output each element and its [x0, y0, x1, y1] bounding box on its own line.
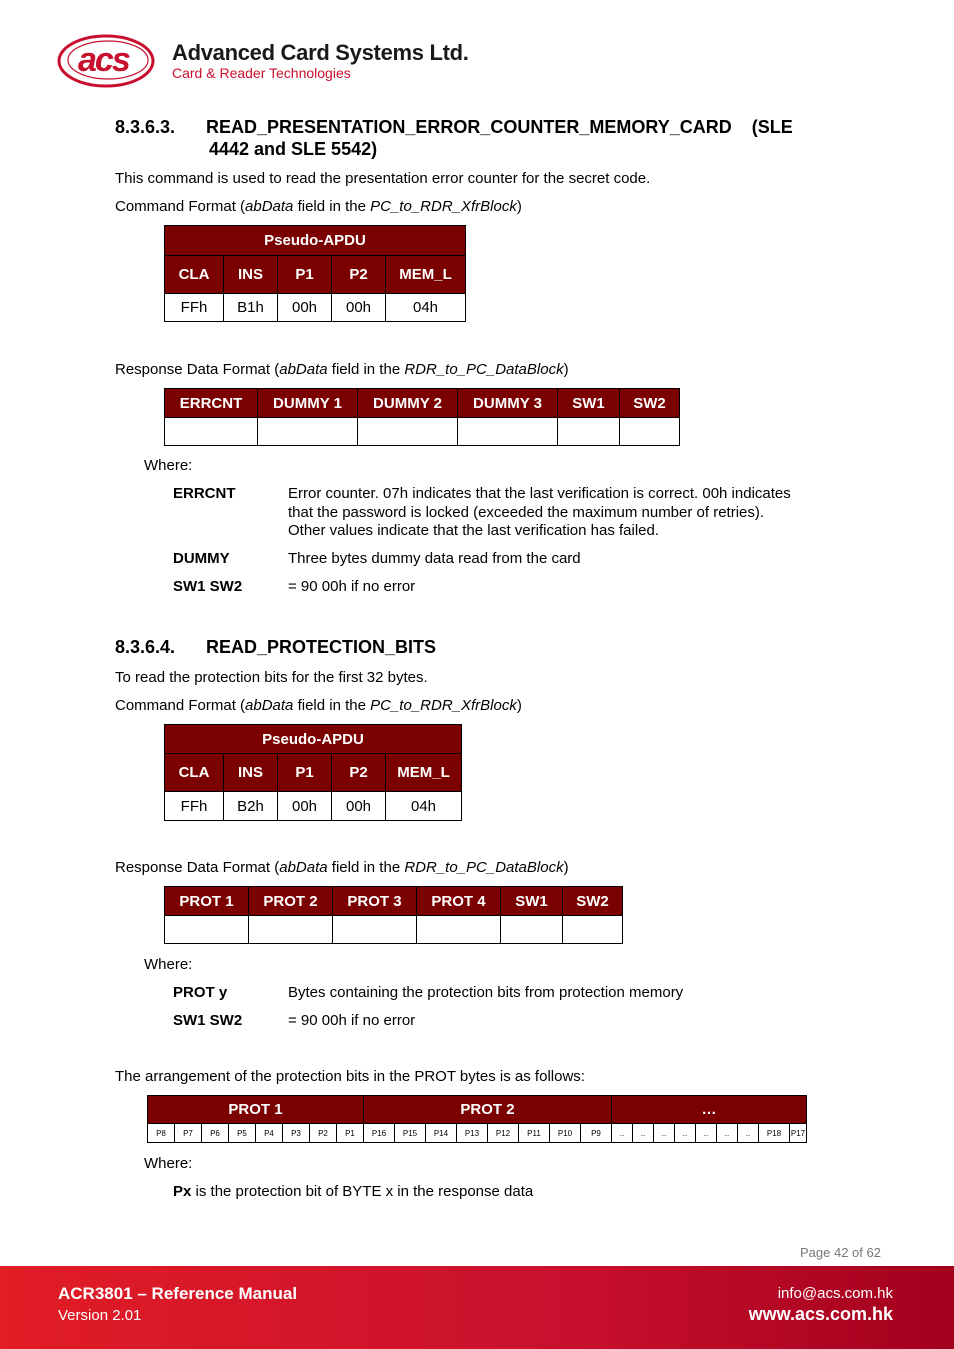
footer-email[interactable]: info@acs.com.hk — [777, 1285, 893, 1302]
bits-header: PROT 2 — [364, 1096, 612, 1124]
response-header: ERRCNT — [165, 389, 258, 418]
apdu-header: MEM_L — [386, 256, 466, 294]
definition-term: ERRCNT — [173, 485, 236, 502]
response-cell — [620, 418, 680, 446]
definition-term: DUMMY — [173, 550, 230, 567]
apdu-header: CLA — [165, 256, 224, 294]
response-format-caption — [115, 361, 569, 378]
caption-text: field in the — [293, 697, 371, 714]
response-cell — [165, 916, 249, 944]
bit-cell: P16 — [364, 1124, 395, 1143]
bit-cell: P9 — [581, 1124, 612, 1143]
response-header: SW1 — [558, 389, 620, 418]
response-header: SW2 — [620, 389, 680, 418]
response-table — [164, 388, 680, 446]
bit-cell: P2 — [310, 1124, 337, 1143]
caption-text: field in the — [327, 361, 405, 378]
section-number: 8.3.6.4. — [115, 637, 176, 657]
bit-cell: .. — [675, 1124, 696, 1143]
response-cell — [458, 418, 558, 446]
definition-text: Error counter. 07h indicates that the last verification is correct. 00h indicates — [288, 485, 791, 502]
apdu-value: 04h — [386, 294, 466, 322]
caption-text: field in the — [293, 198, 371, 215]
caption-text: field in the — [327, 859, 405, 876]
bit-cell: P3 — [283, 1124, 310, 1143]
caption-block: PC_to_RDR_XfrBlock — [370, 697, 517, 714]
response-header: PROT 3 — [333, 887, 417, 916]
command-format-caption — [115, 198, 522, 215]
definition-text: Bytes containing the protection bits from protection memory — [288, 984, 684, 1001]
response-cell — [333, 916, 417, 944]
bit-cell: P14 — [426, 1124, 457, 1143]
response-format-caption — [115, 859, 569, 876]
response-header: DUMMY 1 — [258, 389, 358, 418]
response-cell — [249, 916, 333, 944]
apdu-value: FFh — [165, 792, 224, 821]
bit-cell: .. — [654, 1124, 675, 1143]
caption-text: Command Format ( — [115, 198, 246, 215]
arrangement-text: The arrangement of the protection bits in the PROT bytes is as follows: — [115, 1068, 585, 1085]
caption-text: Response Data Format ( — [115, 361, 280, 378]
where-label: Where: — [144, 457, 193, 474]
header — [0, 0, 954, 100]
footer-website[interactable]: www.acs.com.hk — [748, 1304, 893, 1324]
response-cell — [558, 418, 620, 446]
section-title-cont: 4442 and SLE 5542) — [209, 139, 378, 159]
page-number: Page 42 of 62 — [800, 1245, 881, 1260]
bit-cell: P18 — [759, 1124, 790, 1143]
caption-text: ) — [516, 198, 522, 215]
section-intro: To read the protection bits for the first 32 bytes. — [115, 669, 428, 686]
apdu-header: P1 — [278, 256, 332, 294]
response-header: DUMMY 3 — [458, 389, 558, 418]
caption-block: PC_to_RDR_XfrBlock — [370, 198, 517, 215]
bits-row — [148, 1124, 807, 1143]
bit-cell: P17 — [790, 1124, 807, 1143]
apdu-table — [164, 225, 466, 322]
response-header: SW1 — [501, 887, 563, 916]
response-cell — [165, 418, 258, 446]
bit-cell: .. — [633, 1124, 654, 1143]
bit-cell: P1 — [337, 1124, 364, 1143]
definition-text: = 90 00h if no error — [288, 1012, 416, 1029]
apdu-header: INS — [224, 256, 278, 294]
response-header: PROT 4 — [417, 887, 501, 916]
definition-text: Other values indicate that the last verification has failed. — [288, 522, 660, 539]
apdu-header: P1 — [278, 754, 332, 792]
bit-cell: .. — [738, 1124, 759, 1143]
bit-cell: P11 — [519, 1124, 550, 1143]
apdu-title: Pseudo-APDU — [165, 226, 466, 256]
response-cell — [258, 418, 358, 446]
response-table — [164, 886, 623, 944]
response-header: DUMMY 2 — [358, 389, 458, 418]
apdu-value: FFh — [165, 294, 224, 322]
definition-text: = 90 00h if no error — [288, 578, 416, 595]
caption-text: Response Data Format ( — [115, 859, 280, 876]
response-cell — [563, 916, 623, 944]
apdu-header: P2 — [332, 754, 386, 792]
footer-title: ACR3801 – Reference Manual — [58, 1284, 298, 1303]
section-intro: This command is used to read the presentation error counter for the secret code. — [115, 170, 651, 187]
response-cell — [417, 916, 501, 944]
bit-cell: P15 — [395, 1124, 426, 1143]
caption-text: Command Format ( — [115, 697, 246, 714]
bit-cell: .. — [717, 1124, 738, 1143]
caption-block: RDR_to_PC_DataBlock — [404, 859, 564, 876]
section-title: READ_PRESENTATION_ERROR_COUNTER_MEMORY_CARD (SLE — [206, 117, 793, 137]
section-title: READ_PROTECTION_BITS — [206, 637, 437, 657]
apdu-title: Pseudo-APDU — [165, 725, 462, 754]
where-label: Where: — [144, 1155, 193, 1172]
apdu-value: 04h — [386, 792, 462, 821]
response-header: PROT 1 — [165, 887, 249, 916]
response-header: PROT 2 — [249, 887, 333, 916]
apdu-value: 00h — [332, 792, 386, 821]
response-header: SW2 — [563, 887, 623, 916]
command-format-caption — [115, 697, 522, 714]
bit-cell: .. — [612, 1124, 633, 1143]
apdu-header: INS — [224, 754, 278, 792]
apdu-value: B1h — [224, 294, 278, 322]
definition-text: that the password is locked (exceeded the maximum number of retries). — [288, 504, 765, 521]
footer-bar — [0, 1266, 954, 1349]
caption-field: abData — [279, 361, 328, 378]
section-number: 8.3.6.3. — [115, 117, 176, 137]
px-definition — [173, 1183, 533, 1200]
protection-bits-table — [147, 1095, 807, 1143]
apdu-value: B2h — [224, 792, 278, 821]
company-name: Advanced Card Systems Ltd. — [172, 40, 469, 65]
bit-cell: P13 — [457, 1124, 488, 1143]
apdu-header: P2 — [332, 256, 386, 294]
definition-text: Three bytes dummy data read from the card — [288, 550, 581, 567]
apdu-value: 00h — [332, 294, 386, 322]
apdu-table — [164, 724, 462, 821]
caption-field: abData — [245, 198, 294, 215]
caption-text: ) — [563, 859, 569, 876]
bit-cell: P5 — [229, 1124, 256, 1143]
apdu-value: 00h — [278, 792, 332, 821]
logo-text: acs — [78, 41, 129, 79]
caption-text: ) — [563, 361, 569, 378]
bit-cell: P12 — [488, 1124, 519, 1143]
bit-cell: P7 — [175, 1124, 202, 1143]
where-label: Where: — [144, 956, 193, 973]
definition-term: SW1 SW2 — [173, 1012, 243, 1029]
bit-cell: .. — [696, 1124, 717, 1143]
response-cell — [358, 418, 458, 446]
apdu-header: MEM_L — [386, 754, 462, 792]
caption-text: ) — [516, 697, 522, 714]
caption-field: abData — [245, 697, 294, 714]
px-text: is the protection bit of BYTE x in the response data — [191, 1183, 534, 1200]
bit-cell: P8 — [148, 1124, 175, 1143]
apdu-header: CLA — [165, 754, 224, 792]
bits-header: … — [612, 1096, 807, 1124]
definition-term: PROT y — [173, 984, 228, 1001]
definition-term: SW1 SW2 — [173, 578, 243, 595]
bit-cell: P4 — [256, 1124, 283, 1143]
response-cell — [501, 916, 563, 944]
caption-block: RDR_to_PC_DataBlock — [404, 361, 564, 378]
px-term: Px — [173, 1183, 192, 1200]
caption-field: abData — [279, 859, 328, 876]
bit-cell: P6 — [202, 1124, 229, 1143]
footer-version: Version 2.01 — [58, 1307, 142, 1324]
company-tagline: Card & Reader Technologies — [172, 65, 351, 81]
bit-cell: P10 — [550, 1124, 581, 1143]
bits-header: PROT 1 — [148, 1096, 364, 1124]
apdu-value: 00h — [278, 294, 332, 322]
